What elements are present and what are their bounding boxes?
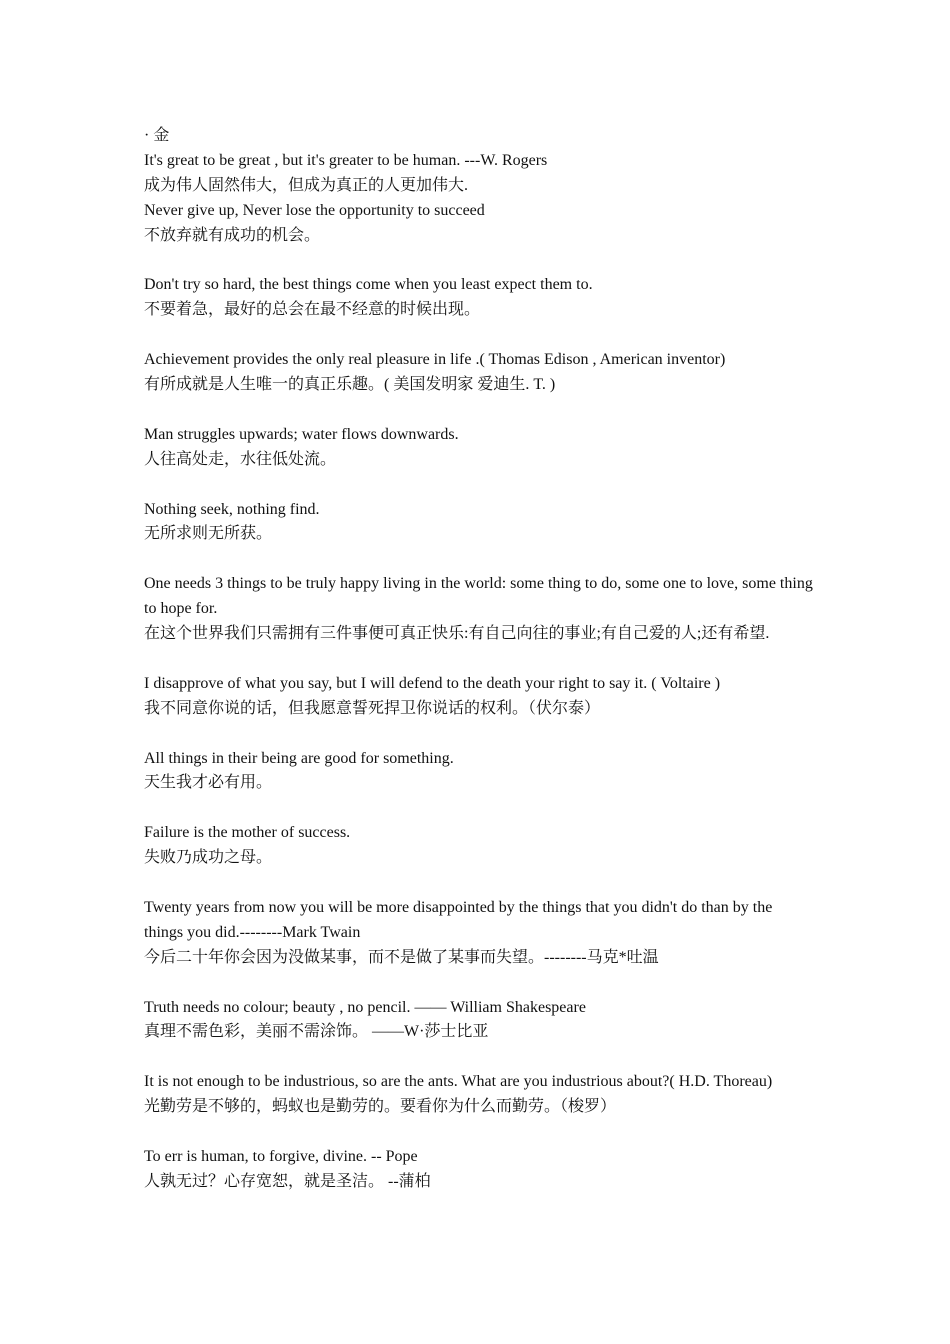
document-page <box>144 124 814 1195</box>
quote-chinese: 我不同意你说的话，但我愿意誓死捍卫你说话的权利。（伏尔泰） <box>144 699 601 717</box>
quote-chinese: 人往高处走，水往低处流。 <box>144 450 337 468</box>
quote-chinese: 天生我才必有用。 <box>144 774 273 792</box>
quote-chinese: 在这个世界我们只需拥有三件事便可真正快乐:有自己向往的事业;有自己爱的人;还有希望. <box>144 625 770 643</box>
quote-chinese: 无所求则无所获。 <box>144 525 273 543</box>
quote-chinese: 有所成就是人生唯一的真正乐趣。( 美国发明家 爱迪生. T. ) <box>144 376 556 394</box>
quote-english: Truth needs no colour; beauty , no pencil. —— William Shakespeare <box>144 998 586 1016</box>
spacer <box>144 1120 814 1145</box>
spacer <box>144 796 814 821</box>
quote-english: Don't try so hard, the best things come when you least expect them to. <box>144 276 593 294</box>
quote-chinese: 人孰无过？心存宽恕，就是圣洁。 --蒲柏 <box>144 1172 431 1190</box>
spacer <box>144 473 814 498</box>
quote-chinese: 成为伟人固然伟大，但成为真正的人更加伟大. <box>144 176 469 194</box>
quote-english: It is not enough to be industrious, so are the ants. What are you industrious about?( H.D. Thoreau) <box>144 1073 773 1091</box>
quote-english: One needs 3 things to be truly happy living in the world: some thing to do, some one to love, some thing to hope for. <box>144 575 813 618</box>
quote-english: Man struggles upwards; water flows downwards. <box>144 425 459 443</box>
spacer <box>144 1045 814 1070</box>
spacer <box>144 547 814 572</box>
quote-english: To err is human, to forgive, divine. -- Pope <box>144 1147 418 1165</box>
spacer <box>144 971 814 996</box>
quote-english: I disapprove of what you say, but I will defend to the death your right to say it. ( Voltaire ) <box>144 674 721 692</box>
spacer <box>144 323 814 348</box>
spacer <box>144 398 814 423</box>
quote-english: It's great to be great , but it's greater to be human. ---W. Rogers <box>144 151 548 169</box>
spacer <box>144 722 814 747</box>
quote-english: Nothing seek, nothing find. <box>144 500 320 518</box>
quote-english: All things in their being are good for something. <box>144 749 454 767</box>
spacer <box>144 249 814 274</box>
quote-chinese: 真理不需色彩，美丽不需涂饰。 ——W·莎士比亚 <box>144 1023 489 1041</box>
spacer <box>144 871 814 896</box>
quote-chinese: 不要着急，最好的总会在最不经意的时候出现。 <box>144 301 481 319</box>
quote-chinese: 光勤劳是不够的，蚂蚁也是勤劳的。要看你为什么而勤劳。（梭罗） <box>144 1098 617 1116</box>
quote-english: Never give up, Never lose the opportunity to succeed <box>144 201 485 219</box>
quote-english: Achievement provides the only real pleasure in life .( Thomas Edison , American inventor) <box>144 351 726 369</box>
quote-chinese: 失败乃成功之母。 <box>144 849 273 867</box>
quote-english: Failure is the mother of success. <box>144 824 351 842</box>
spacer <box>144 647 814 672</box>
quote-english: Twenty years from now you will be more disappointed by the things that you didn't do than by the things you did.--------Mark Twain <box>144 898 773 941</box>
quote-chinese: 不放弃就有成功的机会。 <box>144 226 321 244</box>
quote-chinese: 今后二十年你会因为没做某事，而不是做了某事而失望。--------马克*吐温 <box>144 948 659 966</box>
section-header: · 金 <box>144 127 170 144</box>
